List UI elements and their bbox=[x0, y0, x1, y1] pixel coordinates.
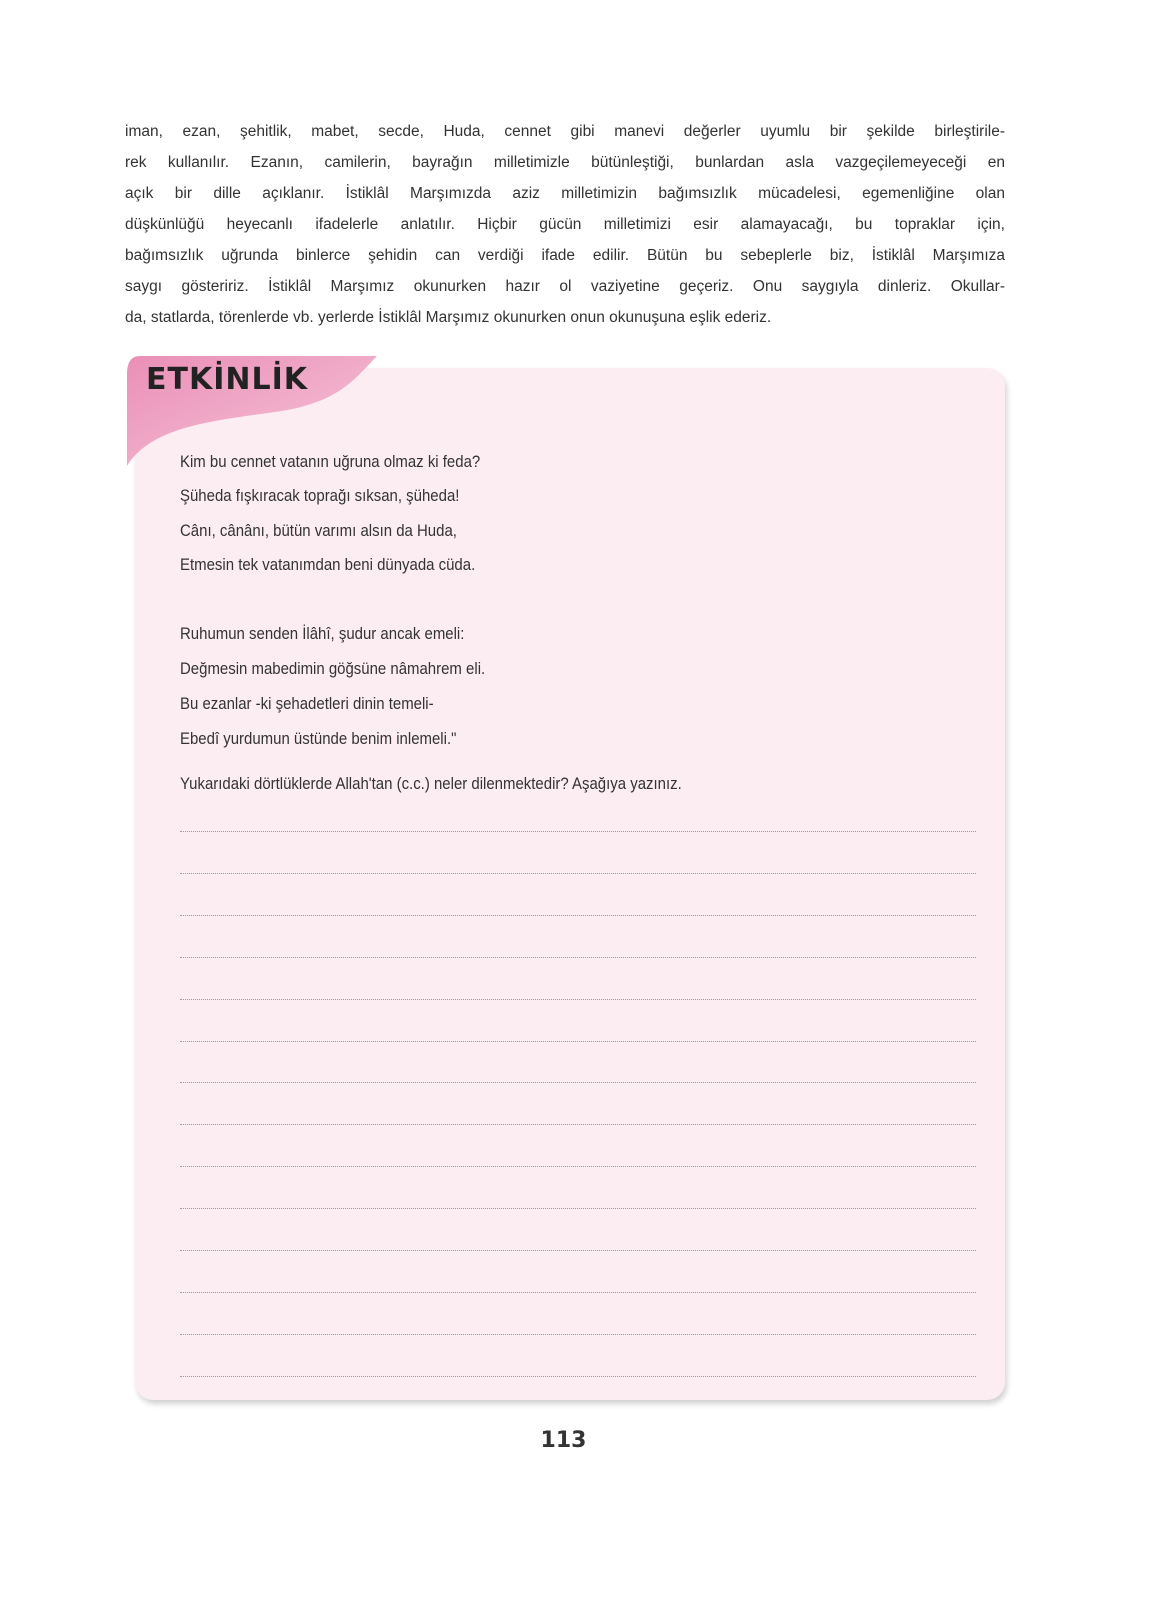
activity-title: ETKİNLİK bbox=[146, 362, 308, 397]
answer-line[interactable] bbox=[180, 1208, 976, 1209]
poem-line: Ruhumun senden İlâhî, şudur ancak emeli: bbox=[180, 624, 465, 643]
paragraph-line: iman, ezan, şehitlik, mabet, secde, Huda, cennet gibi manevi değerler uyumlu bir şekilde birleştirile- bbox=[125, 123, 1005, 140]
answer-line[interactable] bbox=[180, 1166, 976, 1167]
paragraph-line: açık bir dille açıklanır. İstiklâl Marşımızda aziz milletimizin bağımsızlık mücadelesi, egemenliğine olan bbox=[125, 185, 1005, 202]
paragraph-line: düşkünlüğü heyecanlı ifadelerle anlatılır. Hiçbir gücün milletimizi esir alamayacağı, bu topraklar için, bbox=[125, 216, 1005, 233]
paragraph-line: saygı gösteririz. İstiklâl Marşımız okunurken hazır ol vaziyetine geçeriz. Onu saygıyla dinleriz. Okullar- bbox=[125, 278, 1005, 295]
answer-line[interactable] bbox=[180, 1124, 976, 1125]
answer-line[interactable] bbox=[180, 831, 976, 832]
intro-paragraph bbox=[125, 116, 1005, 333]
page-number: 113 bbox=[540, 1428, 587, 1453]
answer-line[interactable] bbox=[180, 873, 976, 874]
answer-line[interactable] bbox=[180, 1250, 976, 1251]
poem-line: Cânı, cânânı, bütün varımı alsın da Huda, bbox=[180, 521, 457, 540]
poem-line: Bu ezanlar -ki şehadetleri dinin temeli- bbox=[180, 694, 434, 713]
answer-line[interactable] bbox=[180, 1376, 976, 1377]
poem-line: Değmesin mabedimin göğsüne nâmahrem eli. bbox=[180, 659, 486, 678]
poem-line: Ebedî yurdumun üstünde benim inlemeli." bbox=[180, 729, 457, 748]
answer-line[interactable] bbox=[180, 1292, 976, 1293]
poem-line: Şüheda fışkıracak toprağı sıksan, şüheda! bbox=[180, 486, 460, 505]
answer-line[interactable] bbox=[180, 999, 976, 1000]
paragraph-line: bağımsızlık uğrunda binlerce şehidin can verdiği ifade edilir. Bütün bu sebeplerle biz, İstiklâl Marşımıza bbox=[125, 247, 1005, 264]
answer-line[interactable] bbox=[180, 1041, 976, 1042]
answer-line[interactable] bbox=[180, 957, 976, 958]
answer-line[interactable] bbox=[180, 1082, 976, 1083]
poem-line: Etmesin tek vatanımdan beni dünyada cüda. bbox=[180, 555, 476, 574]
paragraph-line: rek kullanılır. Ezanın, camilerin, bayrağın milletimizle bütünleştiği, bunlardan asla vazgeçilemeyeceği en bbox=[125, 154, 1005, 171]
activity-question: Yukarıdaki dörtlüklerde Allah'tan (c.c.) neler dilenmektedir? Aşağıya yazınız. bbox=[180, 774, 682, 793]
poem-line: Kim bu cennet vatanın uğruna olmaz ki feda? bbox=[180, 452, 481, 471]
paragraph-line: da, statlarda, törenlerde vb. yerlerde İstiklâl Marşımız okunurken onun okunuşuna eşlik ederiz. bbox=[125, 309, 772, 326]
answer-line[interactable] bbox=[180, 1334, 976, 1335]
answer-line[interactable] bbox=[180, 915, 976, 916]
